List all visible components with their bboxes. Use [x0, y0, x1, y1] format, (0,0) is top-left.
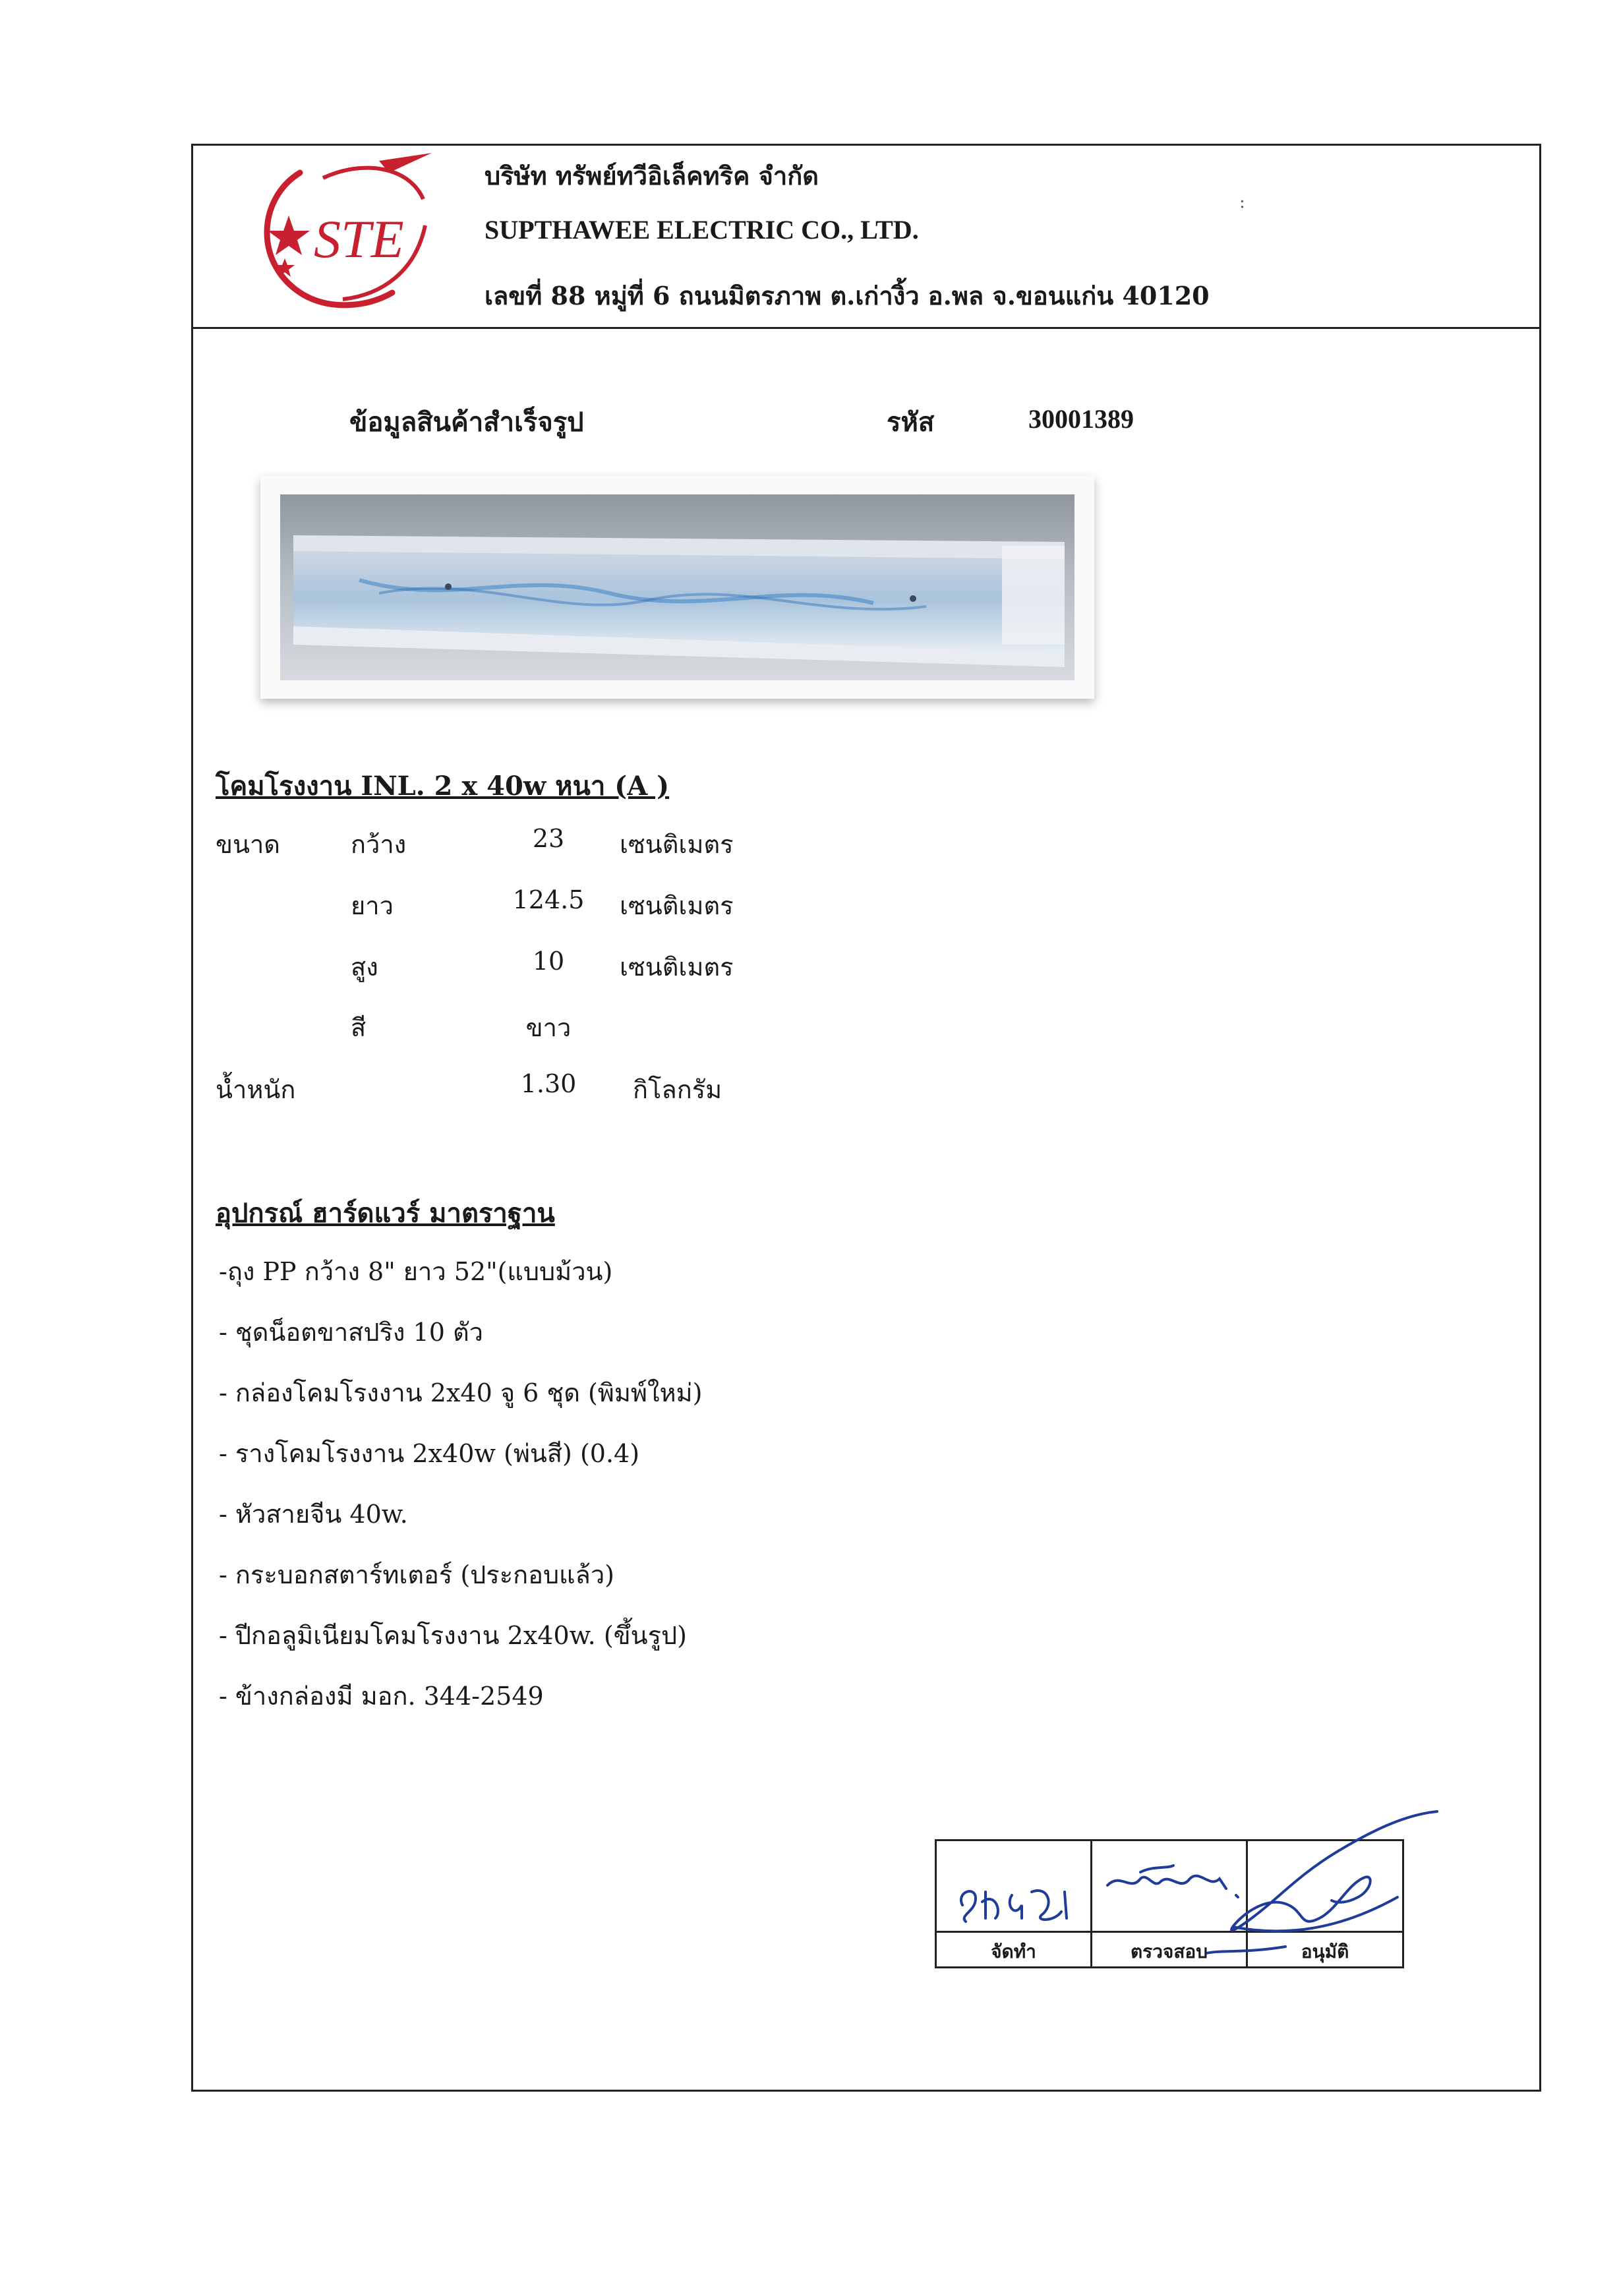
- hardware-item: - กระบอกสตาร์ทเตอร์ (ประกอบแล้ว): [219, 1560, 615, 1589]
- spec-label: กว้าง: [351, 830, 407, 859]
- checked-by-label: ตรวจสอบ: [1130, 1941, 1208, 1962]
- spec-unit: เซนติเมตร: [620, 953, 734, 982]
- weight-value: 1.30: [520, 1069, 577, 1098]
- header-divider: [191, 327, 1541, 329]
- hardware-item: - ปีกอลูมิเนียมโคมโรงงาน 2x40w. (ขึ้นรูป): [219, 1621, 687, 1650]
- spec-unit: เซนติเมตร: [620, 891, 734, 920]
- weight-unit: กิโลกรัม: [633, 1075, 722, 1104]
- spec-value: 124.5: [512, 885, 585, 914]
- weight-label: น้ำหนัก: [216, 1075, 296, 1104]
- logo-text: STE: [314, 209, 404, 269]
- hardware-item: -ถุง PP กว้าง 8" ยาว 52"(แบบม้วน): [219, 1257, 613, 1286]
- product-name: โคมโรงงาน INL. 2 x 40w หนา (A ): [216, 771, 670, 802]
- approved-by-signature: [1206, 1805, 1444, 1963]
- approved-by-label: อนุมัติ: [1301, 1941, 1349, 1962]
- spec-value: 10: [532, 947, 565, 976]
- size-label: ขนาด: [216, 830, 280, 859]
- prepared-by-label: จัดทำ: [991, 1941, 1036, 1962]
- spec-value: 23: [532, 824, 565, 853]
- hardware-item: - ข้างกล่องมี มอก. 344-2549: [219, 1682, 544, 1711]
- spec-label: สูง: [351, 953, 378, 982]
- document-title: ข้อมูลสินค้าสำเร็จรูป: [349, 407, 584, 438]
- spec-value: ขาว: [525, 1013, 572, 1042]
- company-name-thai: บริษัท ทรัพย์ทวีอิเล็คทริค จำกัด: [485, 161, 819, 191]
- spec-label: สี: [351, 1013, 367, 1042]
- stray-mark: :: [1239, 192, 1245, 212]
- spec-label: ยาว: [351, 891, 394, 920]
- hardware-item: - กล่องโคมโรงงาน 2x40 จู 6 ชุด (พิมพ์ใหม่): [219, 1378, 703, 1407]
- product-code-value: 30001389: [1028, 404, 1134, 434]
- product-code-label: รหัส: [887, 407, 935, 438]
- hardware-item: - รางโคมโรงงาน 2x40w (พ่นสี) (0.4): [219, 1439, 640, 1468]
- spec-unit: เซนติเมตร: [620, 830, 734, 859]
- hardware-item: - หัวสายจีน 40w.: [219, 1500, 408, 1529]
- product-photo: [260, 476, 1094, 699]
- company-address: เลขที่ 88 หมู่ที่ 6 ถนนมิตรภาพ ต.เก่างิ้ว อ.พล จ.ขอนแก่น 40120: [485, 281, 1210, 310]
- hardware-section-title: อุปกรณ์ ฮาร์ดแวร์ มาตราฐาน: [216, 1198, 555, 1229]
- company-logo: [250, 153, 448, 318]
- company-name-english: SUPTHAWEE ELECTRIC CO., LTD.: [485, 215, 919, 245]
- prepared-by-signature: [949, 1866, 1081, 1931]
- fluorescent-fixture-image: [280, 494, 1074, 680]
- hardware-item: - ชุดน็อตขาสปริง 10 ตัว: [219, 1318, 483, 1347]
